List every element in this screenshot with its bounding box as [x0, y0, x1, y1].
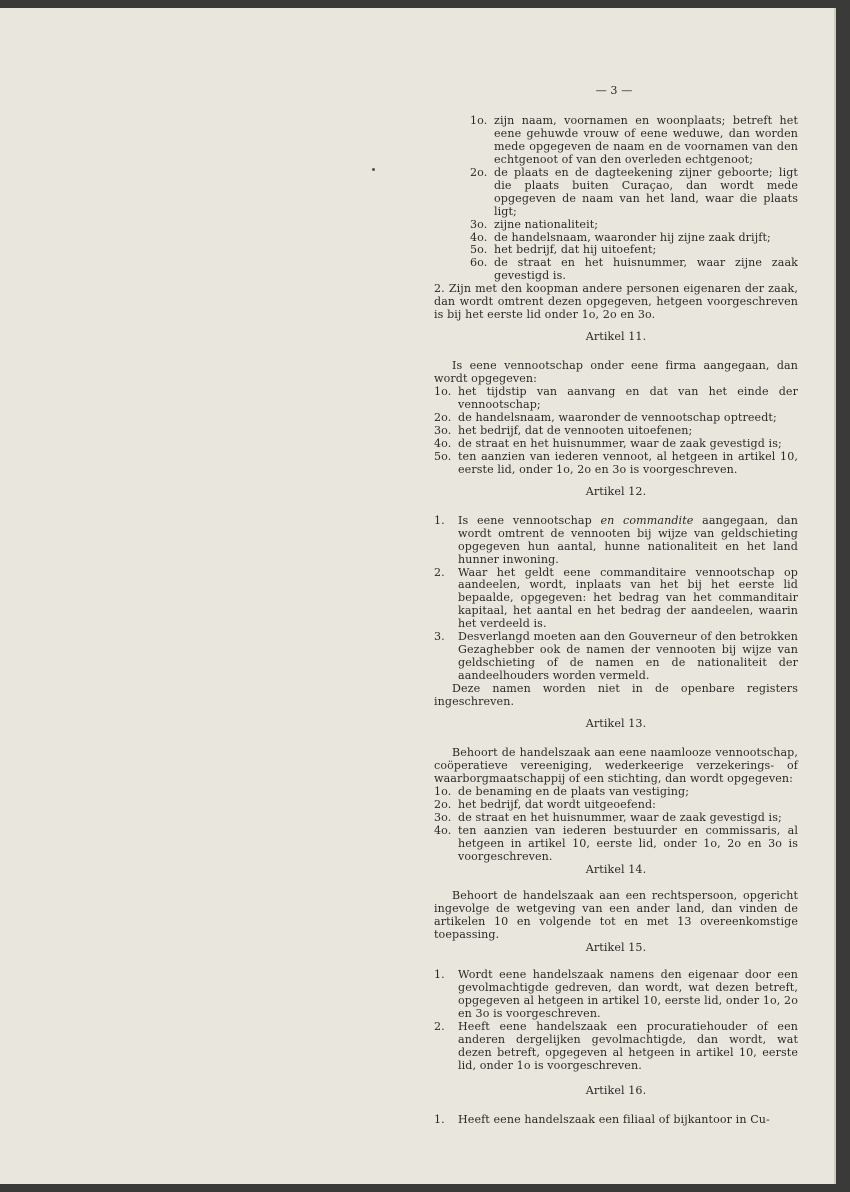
art11-list: [434, 386, 798, 477]
document-page: [0, 8, 836, 1184]
art10-paragraph-2: 2. Zijn met den koopman andere personen eigenaren der zaak, dan wordt omtrent dezen opgegeven, hetgeen voorgeschreven is bij het eerste lid onder 1o, 2o en 3o.: [434, 282, 798, 322]
list-item: 1. Is eene vennootschap en commandite aangegaan, dan wordt omtrent de vennooten bij wijze van geldschieting opgegeven hun aantal, hunne nationaliteit en het land hunner inwoning.: [434, 513, 798, 566]
document-body: [434, 85, 798, 1127]
list-item: 4o. ten aanzien van iederen bestuurder en commissaris, al hetgeen in artikel 10, eerste lid, onder 1o, 2o en 3o is voorgeschreven.: [434, 823, 798, 863]
list-item: 1o. het tijdstip van aanvang en dat van het einde der vennootschap;: [434, 385, 798, 412]
list-item: 1o. de benaming en de plaats van vestiging;: [434, 784, 690, 798]
list-item: 4o. de straat en het huisnummer, waar de zaak gevestigd is;: [434, 436, 782, 450]
art16-list: [434, 1114, 798, 1127]
list-item: 2. Heeft eene handelszaak een procuratiehouder of een anderen dergelijken gevolmachtigde, dan wordt, wat dezen betreft, opgegeven al hetgeen in artikel 10, eerste lid, onder 1o is voorgeschreven.: [434, 1020, 798, 1072]
list-item: 6o. de straat en het huisnummer, waar zijne zaak gevestigd is.: [470, 256, 798, 283]
list-item: 1. Wordt eene handelszaak namens den eigenaar door een gevolmachtigde gedreven, dan wordt, wat dezen betreft, opgegeven al hetgeen in artikel 10, eerste lid, onder 1o, 2o en 3o is voorgeschreven.: [434, 968, 798, 1021]
list-item: 5o. het bedrijf, dat hij uitoefent;: [470, 243, 657, 257]
list-item: 3o. de straat en het huisnummer, waar de zaak gevestigd is;: [434, 810, 782, 824]
art11-heading: Artikel 11.: [585, 330, 647, 344]
list-item: 3o. het bedrijf, dat de vennooten uitoefenen;: [434, 423, 693, 437]
art12-tail: Deze namen worden niet in de openbare registers ingeschreven.: [434, 682, 798, 709]
art15-heading: Artikel 15.: [585, 941, 647, 955]
list-item: 3o. zijne nationaliteit;: [470, 217, 599, 231]
list-item: 4o. de handelsnaam, waaronder hij zijne zaak drijft;: [470, 230, 771, 244]
art13-list: [434, 786, 798, 864]
list-item: 5o. ten aanzien van iederen vennoot, al hetgeen in artikel 10, eerste lid, onder 1o, 2o en 3o is voorgeschreven.: [434, 449, 798, 476]
art16-heading: Artikel 16.: [585, 1083, 647, 1097]
list-item: 3. Desverlangd moeten aan den Gouverneur of den betrokken Gezaghebber ook de namen der vennooten bij wijze van geldschieting of de namen en de nationaliteit der aandeelhouders worden vermeld.: [434, 630, 798, 683]
art15-list: [434, 969, 798, 1073]
list-item: 1. Heeft eene handelszaak een filiaal of bijkantoor in Cu-: [434, 1112, 770, 1126]
list-item: 2o. de plaats en de dagteekening zijner geboorte; ligt die plaats buiten Curaçao, dan wordt mede opgegeven de naam van het land, waar die plaats ligt;: [470, 165, 798, 218]
art12-heading: Artikel 12.: [585, 484, 647, 498]
page-speck: [372, 168, 375, 171]
art13-heading: Artikel 13.: [585, 716, 647, 730]
art13-intro: Behoort de handelszaak aan eene naamlooze vennootschap, coöperatieve vereeniging, wederkeerige verzekerings- of waarborgmaatschappij of een stichting, dan wordt opgegeven:: [434, 745, 798, 785]
art11-intro: Is eene vennootschap onder eene firma aangegaan, dan wordt opgegeven:: [434, 359, 798, 386]
page-number: — 3 —: [595, 84, 633, 97]
art12-list: [434, 515, 798, 683]
list-item: 2o. het bedrijf, dat wordt uitgeoefend:: [434, 797, 656, 811]
art10-list: [434, 115, 798, 283]
art14-heading: Artikel 14.: [585, 862, 647, 876]
list-item: 2o. de handelsnaam, waaronder de vennootschap optreedt;: [434, 410, 777, 424]
list-item: 1o. zijn naam, voornamen en woonplaats; betreft het eene gehuwde vrouw of eene weduwe, dan worden mede opgegeven de naam en de voornamen van den echtgenoot of van den overleden echtgenoot;: [470, 113, 798, 166]
list-item: 2. Waar het geldt eene commanditaire vennootschap op aandeelen, wordt, inplaats van het bij het eerste lid bepaalde, opgegeven: het bedrag van het commanditair kapitaal, het aantal en het bedrag der aandeelen, waarin het verdeeld is.: [434, 565, 798, 631]
art14-text: Behoort de handelszaak aan een rechtspersoon, opgericht ingevolge de wetgeving van een ander land, dan vinden de artikelen 10 en volgende tot en met 13 overeenkomstige toepassing.: [434, 889, 798, 942]
